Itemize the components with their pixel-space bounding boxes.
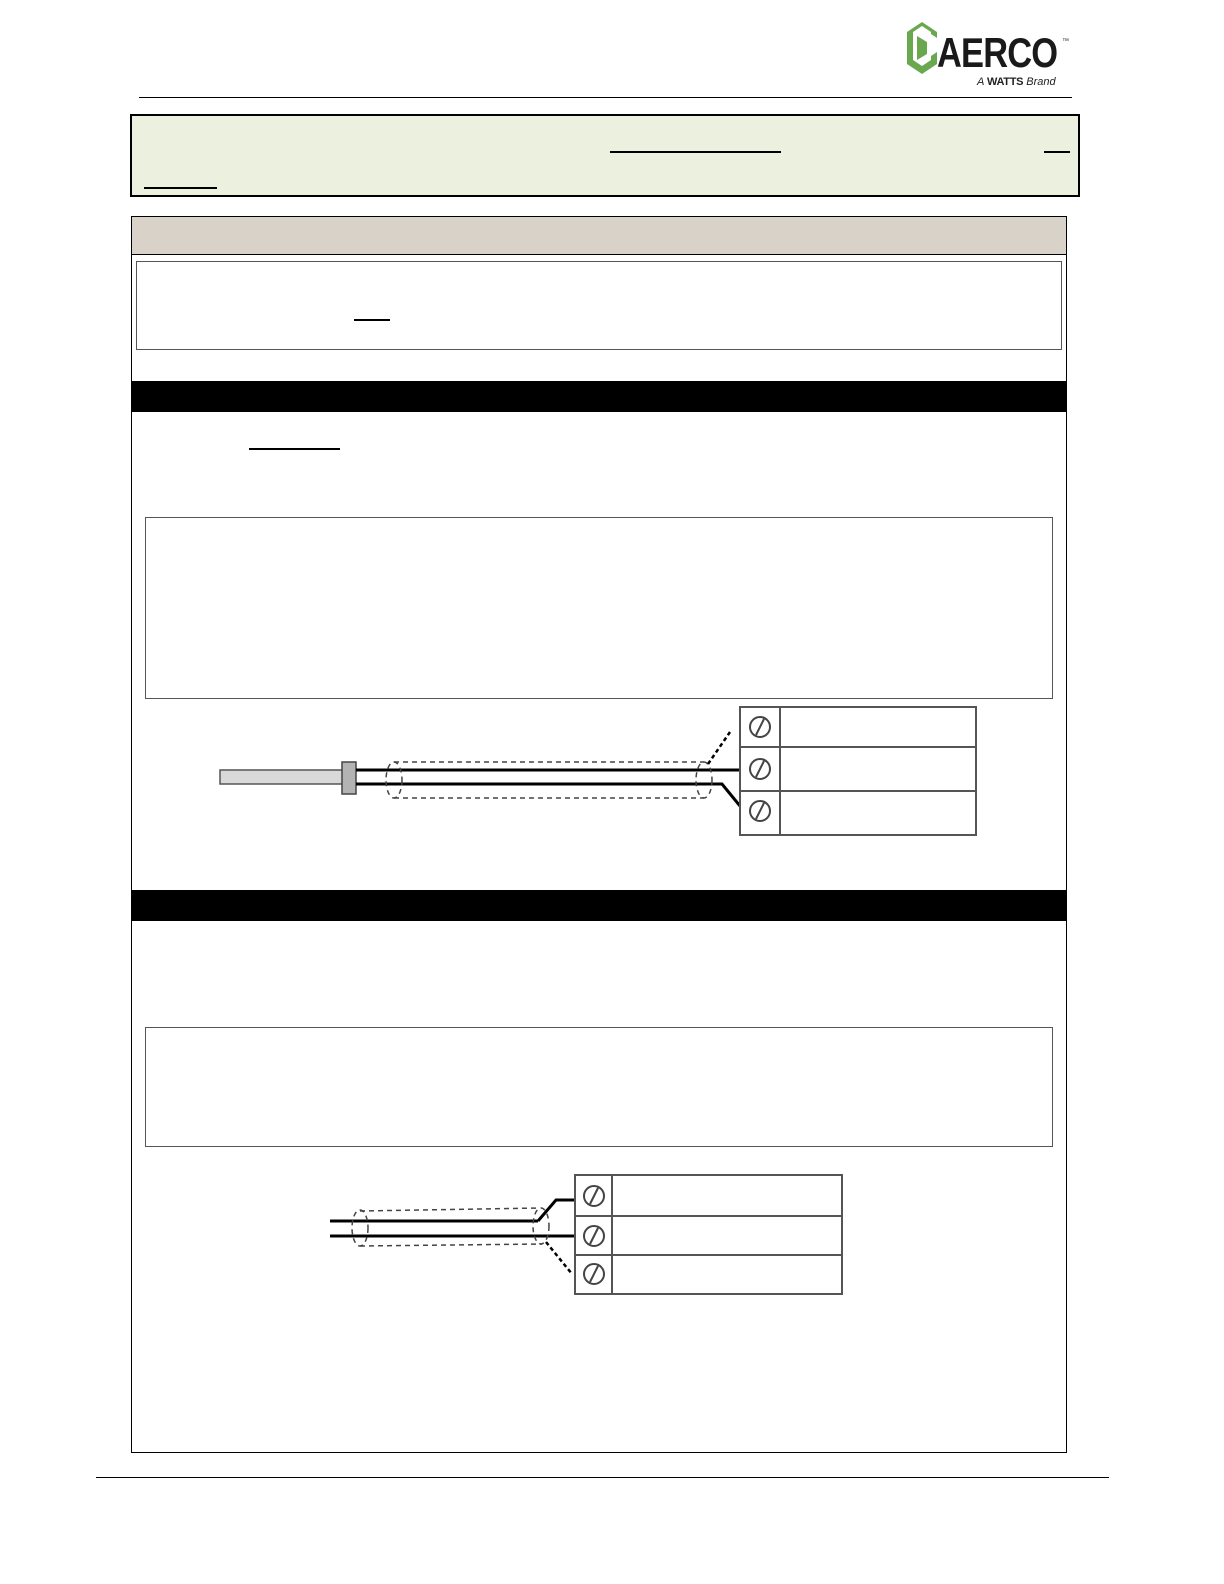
section-underline bbox=[249, 448, 340, 450]
section-header-bar bbox=[132, 890, 1066, 921]
slotted-screw-icon bbox=[584, 1264, 604, 1284]
brand-name: AERCO bbox=[937, 29, 1058, 76]
trademark-mark: ™ bbox=[1062, 38, 1069, 45]
terminal-block bbox=[740, 707, 976, 835]
aerco-logo bbox=[905, 20, 1075, 92]
aerco-leaf-icon bbox=[905, 20, 939, 76]
banner-underline bbox=[1044, 151, 1070, 153]
section-header-bar bbox=[132, 381, 1066, 412]
note-box bbox=[145, 1027, 1053, 1147]
footer-rule bbox=[96, 1477, 1109, 1478]
slotted-screw-icon bbox=[750, 759, 770, 779]
shielded-wiring-diagram bbox=[320, 1170, 850, 1300]
slotted-screw-icon bbox=[584, 1226, 604, 1246]
note-box bbox=[145, 517, 1053, 699]
note-underline bbox=[354, 319, 390, 321]
cable-shield bbox=[386, 732, 730, 798]
slotted-screw-icon bbox=[750, 717, 770, 737]
table-header-bar bbox=[132, 217, 1066, 255]
temperature-probe bbox=[220, 762, 356, 794]
probe-wiring-diagram bbox=[210, 700, 990, 845]
slotted-screw-icon bbox=[750, 801, 770, 821]
slotted-screw-icon bbox=[584, 1186, 604, 1206]
header-rule bbox=[139, 97, 1072, 98]
banner-underline bbox=[144, 187, 217, 189]
note-box bbox=[136, 261, 1062, 350]
cable-wires bbox=[356, 770, 740, 806]
highlight-banner bbox=[130, 114, 1080, 197]
terminal-block bbox=[575, 1175, 842, 1294]
brand-tagline: A WATTS Brand bbox=[977, 76, 1056, 88]
banner-underline bbox=[610, 151, 781, 153]
